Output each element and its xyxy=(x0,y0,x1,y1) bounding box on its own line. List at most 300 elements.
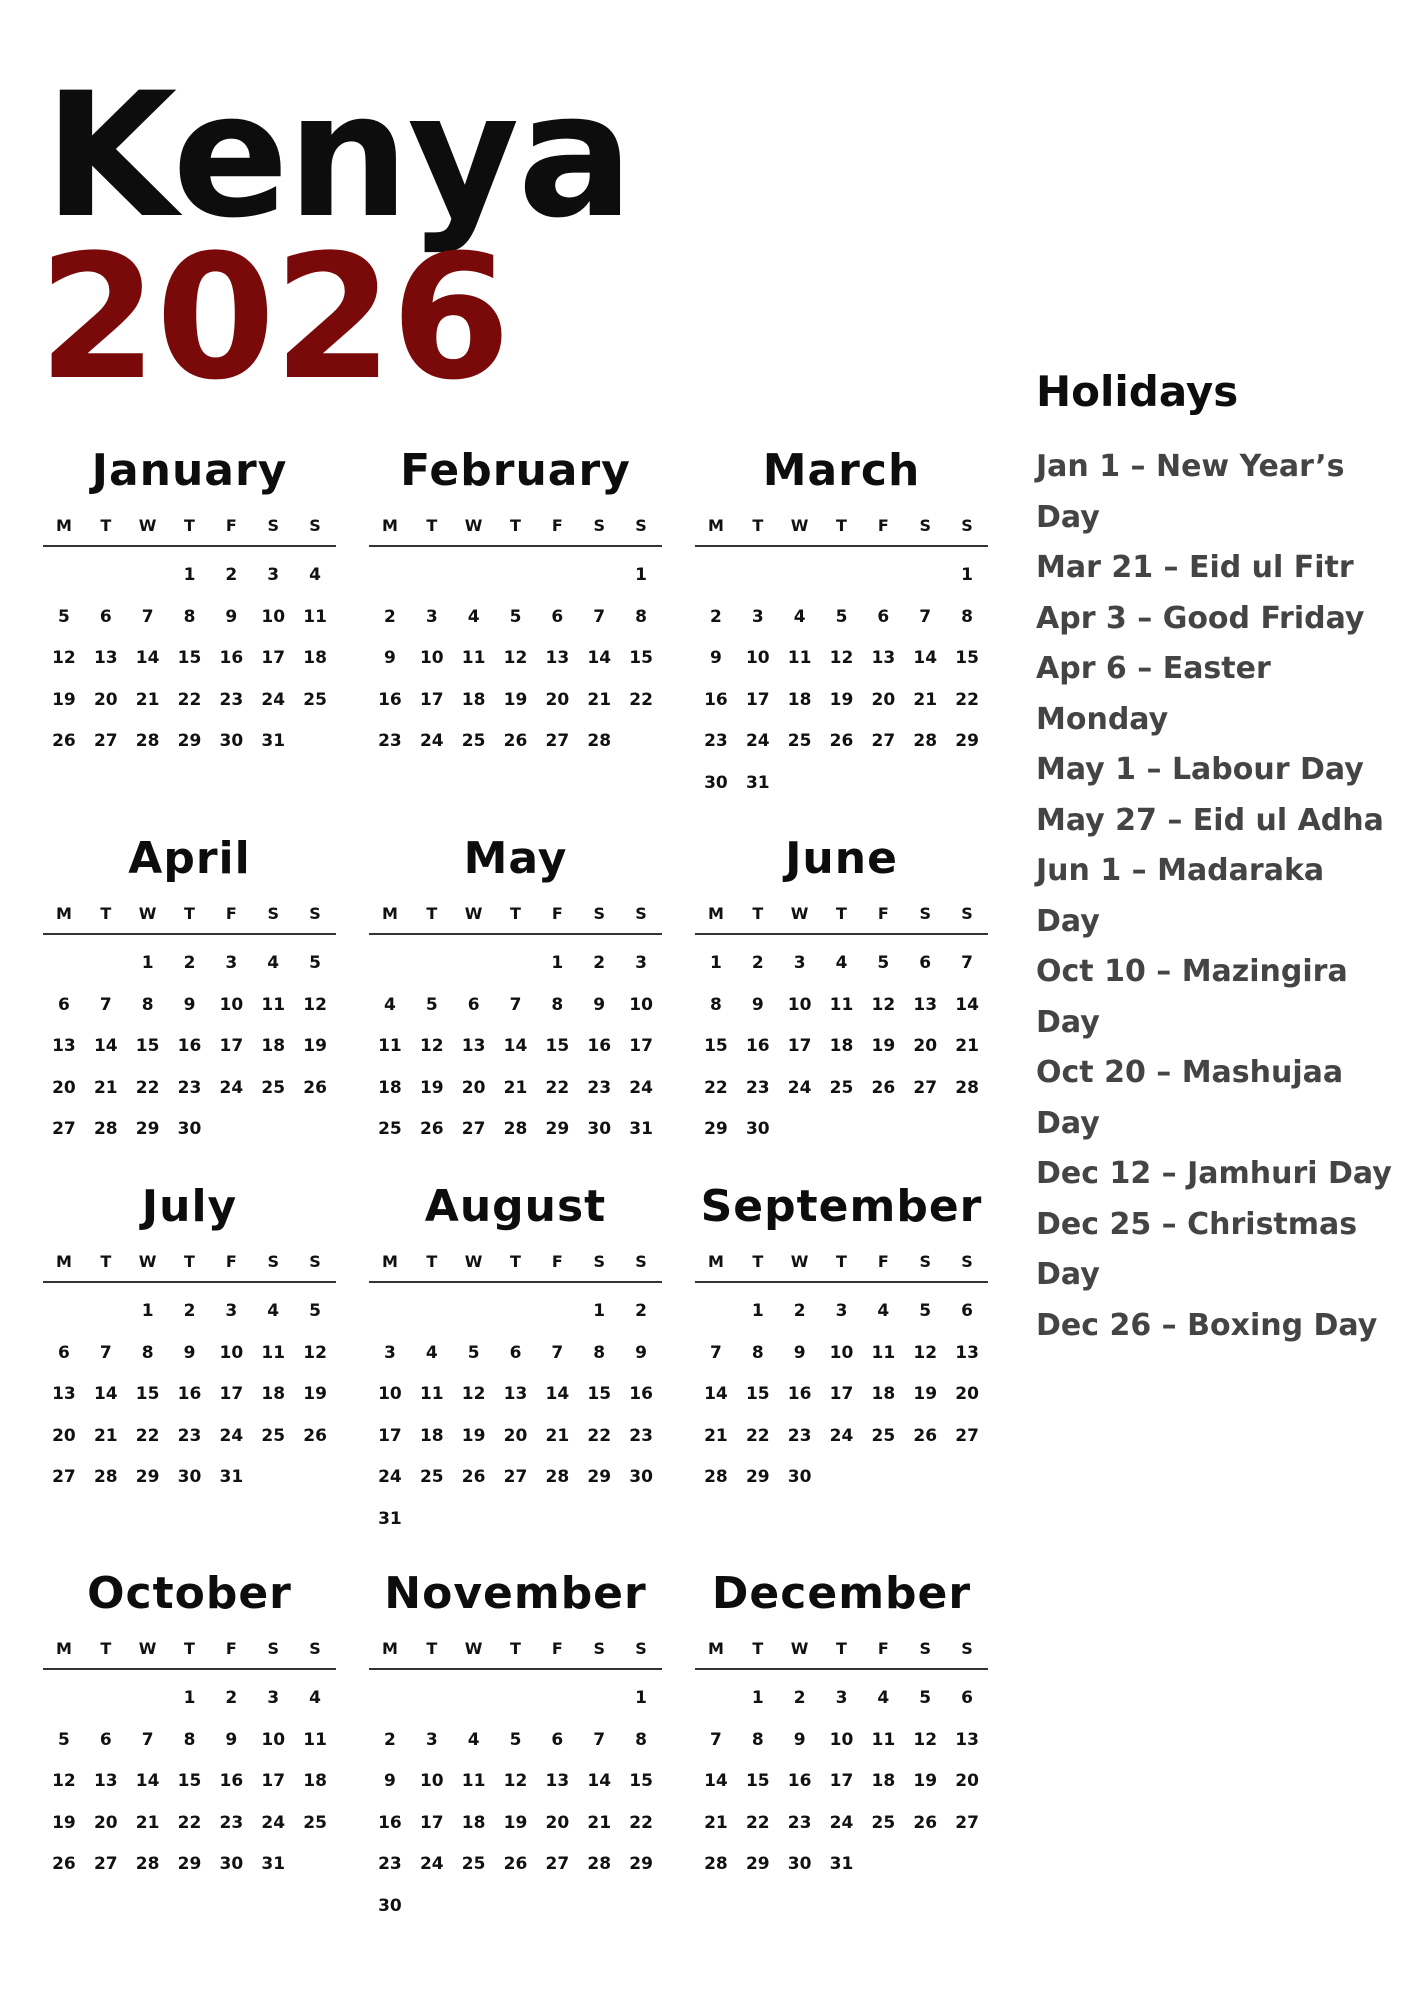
day-cell: 6 xyxy=(58,994,70,1015)
empty-cell xyxy=(85,1291,127,1333)
day-cell: 26 xyxy=(913,1812,938,1833)
weekday-label: M xyxy=(707,1639,724,1658)
weekday-label: W xyxy=(790,904,809,923)
day-cell: 11 xyxy=(419,1384,444,1404)
day-cell: 7 xyxy=(509,994,522,1015)
day-cell: 3 xyxy=(267,1688,280,1708)
day-grid xyxy=(369,555,662,763)
day-cell: 14 xyxy=(913,648,938,668)
day-cell: 28 xyxy=(545,1467,570,1487)
day-grid xyxy=(369,1678,662,1927)
day-cell: 6 xyxy=(99,606,112,627)
holiday-item: May 1 – Labour Day xyxy=(1036,752,1364,787)
weekday-label: F xyxy=(877,904,889,923)
day-cell: 30 xyxy=(219,731,244,751)
day-cell: 1 xyxy=(635,565,647,585)
weekday-label: F xyxy=(551,1252,563,1271)
weekday-label: W xyxy=(138,516,157,535)
empty-cell xyxy=(578,1678,620,1720)
weekday-label: T xyxy=(100,1252,112,1271)
day-cell: 1 xyxy=(961,565,973,585)
day-cell: 14 xyxy=(587,648,612,668)
weekday-label: T xyxy=(184,1639,195,1658)
day-cell: 11 xyxy=(871,1729,896,1750)
month-name: June xyxy=(785,833,898,884)
day-cell: 13 xyxy=(871,648,896,668)
day-cell: 7 xyxy=(141,606,154,627)
day-cell: 1 xyxy=(751,1301,764,1321)
day-cell: 12 xyxy=(52,1771,76,1791)
day-cell: 8 xyxy=(593,1342,606,1363)
day-cell: 27 xyxy=(52,1467,76,1487)
day-cell: 6 xyxy=(509,1342,522,1363)
day-cell: 4 xyxy=(267,1301,280,1321)
day-cell: 21 xyxy=(587,689,612,710)
day-cell: 1 xyxy=(751,1688,764,1708)
day-cell: 11 xyxy=(303,606,327,627)
weekday-header xyxy=(43,1252,336,1283)
holiday-item: Mar 21 – Eid ul Fitr xyxy=(1036,550,1354,585)
day-cell: 15 xyxy=(587,1384,612,1404)
day-cell: 9 xyxy=(793,1729,806,1750)
day-cell: 4 xyxy=(793,606,806,627)
day-cell: 29 xyxy=(745,1854,770,1874)
day-cell: 31 xyxy=(629,1119,653,1139)
day-cell: 25 xyxy=(419,1467,444,1487)
day-cell: 25 xyxy=(378,1119,402,1139)
day-cell: 16 xyxy=(629,1384,653,1404)
day-cell: 2 xyxy=(384,606,396,627)
day-cell: 30 xyxy=(587,1119,612,1139)
day-cell: 6 xyxy=(551,606,564,627)
day-cell: 20 xyxy=(461,1077,486,1098)
weekday-header xyxy=(695,1252,988,1283)
weekday-label: M xyxy=(55,904,72,923)
weekday-label: T xyxy=(836,1639,847,1658)
empty-cell xyxy=(695,555,737,597)
empty-cell xyxy=(536,555,578,597)
day-cell: 6 xyxy=(877,606,890,627)
weekday-label: F xyxy=(877,1252,889,1271)
day-cell: 13 xyxy=(93,648,118,668)
weekday-label: W xyxy=(138,1252,157,1271)
day-cell: 3 xyxy=(835,1688,848,1708)
weekday-label: F xyxy=(225,516,237,535)
day-cell: 13 xyxy=(913,994,938,1015)
weekday-label: S xyxy=(267,516,279,535)
day-cell: 17 xyxy=(261,1771,286,1791)
day-cell: 21 xyxy=(704,1425,728,1446)
day-cell: 26 xyxy=(503,731,528,751)
day-cell: 22 xyxy=(745,1812,770,1833)
day-cell: 8 xyxy=(751,1342,764,1363)
day-cell: 18 xyxy=(461,689,486,710)
day-cell: 19 xyxy=(52,1812,76,1833)
weekday-label: S xyxy=(267,904,279,923)
weekday-header xyxy=(369,516,662,547)
day-cell: 13 xyxy=(93,1771,118,1791)
day-cell: 8 xyxy=(183,1729,196,1750)
month-name: February xyxy=(400,445,631,496)
empty-cell xyxy=(369,555,411,597)
day-cell: 8 xyxy=(710,994,722,1015)
weekday-label: T xyxy=(426,1639,438,1658)
day-cell: 3 xyxy=(793,953,806,973)
weekday-label: W xyxy=(464,1252,483,1271)
day-cell: 3 xyxy=(384,1342,396,1363)
month-name: July xyxy=(141,1181,238,1232)
weekday-label: W xyxy=(790,1639,809,1658)
day-cell: 22 xyxy=(177,1812,202,1833)
weekday-label: F xyxy=(551,1639,563,1658)
day-cell: 21 xyxy=(955,1036,979,1056)
day-cell: 28 xyxy=(704,1854,728,1874)
day-cell: 27 xyxy=(955,1812,979,1833)
month-name: April xyxy=(128,833,251,884)
day-cell: 4 xyxy=(425,1342,438,1363)
empty-cell xyxy=(453,943,495,985)
day-cell: 31 xyxy=(261,731,286,751)
day-cell: 10 xyxy=(745,648,770,668)
day-cell: 3 xyxy=(835,1301,848,1321)
month-may xyxy=(369,828,662,1151)
day-cell: 23 xyxy=(378,731,402,751)
day-cell: 7 xyxy=(961,953,973,973)
day-grid xyxy=(695,943,988,1151)
day-cell: 26 xyxy=(303,1425,327,1446)
day-cell: 17 xyxy=(829,1771,854,1791)
day-cell: 28 xyxy=(587,1854,612,1874)
weekday-label: S xyxy=(309,904,321,923)
day-cell: 26 xyxy=(871,1077,896,1098)
weekday-label: S xyxy=(593,1639,605,1658)
day-cell: 6 xyxy=(961,1301,973,1321)
weekday-label: T xyxy=(510,1252,521,1271)
day-cell: 7 xyxy=(99,994,112,1015)
weekday-header xyxy=(43,904,336,935)
weekday-header xyxy=(369,1252,662,1283)
day-cell: 12 xyxy=(303,994,327,1015)
day-cell: 17 xyxy=(629,1036,653,1056)
holiday-item: May 27 – Eid ul Adha xyxy=(1036,802,1384,838)
day-cell: 16 xyxy=(177,1384,202,1404)
weekday-label: W xyxy=(790,516,809,535)
day-cell: 26 xyxy=(461,1467,486,1487)
empty-cell xyxy=(369,1291,411,1333)
day-cell: 7 xyxy=(919,606,932,627)
day-cell: 12 xyxy=(419,1036,444,1056)
day-cell: 24 xyxy=(419,731,444,751)
day-cell: 30 xyxy=(704,772,728,793)
day-cell: 4 xyxy=(384,994,396,1015)
day-cell: 25 xyxy=(871,1812,896,1833)
weekday-label: S xyxy=(919,516,931,535)
empty-cell xyxy=(43,1291,85,1333)
day-cell: 3 xyxy=(751,606,764,627)
empty-cell xyxy=(85,943,127,985)
day-cell: 25 xyxy=(871,1425,896,1446)
day-cell: 7 xyxy=(710,1729,722,1750)
day-cell: 1 xyxy=(183,1688,196,1708)
day-cell: 19 xyxy=(419,1077,444,1098)
day-cell: 9 xyxy=(384,1771,396,1791)
month-name: November xyxy=(384,1568,647,1619)
weekday-label: T xyxy=(836,904,847,923)
weekday-label: F xyxy=(551,516,563,535)
weekday-label: T xyxy=(752,1639,764,1658)
weekday-label: T xyxy=(100,516,112,535)
day-cell: 21 xyxy=(545,1425,570,1446)
day-cell: 29 xyxy=(135,1119,160,1139)
day-cell: 9 xyxy=(751,994,764,1015)
empty-cell xyxy=(43,555,85,597)
day-cell: 14 xyxy=(93,1384,118,1404)
month-name: September xyxy=(700,1181,983,1232)
empty-cell xyxy=(695,1678,737,1720)
day-cell: 6 xyxy=(467,994,480,1015)
day-cell: 26 xyxy=(829,731,854,751)
day-cell: 26 xyxy=(52,1854,76,1874)
weekday-label: T xyxy=(184,1252,195,1271)
day-cell: 23 xyxy=(629,1425,653,1446)
day-cell: 22 xyxy=(177,689,202,710)
day-cell: 21 xyxy=(704,1812,728,1833)
day-cell: 8 xyxy=(635,606,647,627)
day-cell: 30 xyxy=(219,1854,244,1874)
day-cell: 30 xyxy=(745,1119,770,1139)
day-cell: 28 xyxy=(503,1119,528,1139)
empty-cell xyxy=(411,1678,453,1720)
day-cell: 2 xyxy=(751,953,764,973)
day-cell: 27 xyxy=(503,1467,528,1487)
empty-cell xyxy=(43,943,85,985)
day-cell: 26 xyxy=(419,1119,444,1139)
day-cell: 3 xyxy=(225,953,238,973)
day-cell: 13 xyxy=(955,1342,979,1363)
day-cell: 7 xyxy=(141,1729,154,1750)
month-march xyxy=(695,440,988,804)
day-cell: 4 xyxy=(309,1688,321,1708)
weekday-label: F xyxy=(225,1639,237,1658)
day-cell: 17 xyxy=(419,689,444,710)
month-july xyxy=(43,1176,336,1499)
day-cell: 21 xyxy=(93,1425,118,1446)
day-cell: 19 xyxy=(913,1384,938,1404)
day-cell: 4 xyxy=(467,606,480,627)
day-cell: 9 xyxy=(635,1342,647,1363)
weekday-label: T xyxy=(510,516,521,535)
day-cell: 31 xyxy=(829,1854,854,1874)
day-cell: 25 xyxy=(461,731,486,751)
day-cell: 27 xyxy=(545,1854,570,1874)
day-cell: 21 xyxy=(587,1812,612,1833)
weekday-label: T xyxy=(836,516,847,535)
day-cell: 4 xyxy=(267,953,280,973)
empty-cell xyxy=(578,555,620,597)
day-cell: 25 xyxy=(261,1425,286,1446)
day-cell: 21 xyxy=(135,689,160,710)
day-cell: 1 xyxy=(551,953,564,973)
weekday-label: M xyxy=(707,516,724,535)
weekday-label: S xyxy=(309,1639,321,1658)
day-cell: 14 xyxy=(704,1384,728,1404)
weekday-label: S xyxy=(267,1252,279,1271)
day-cell: 6 xyxy=(99,1729,112,1750)
day-cell: 15 xyxy=(955,648,979,668)
day-cell: 3 xyxy=(635,953,647,973)
weekday-label: S xyxy=(267,1639,279,1658)
day-cell: 18 xyxy=(303,648,327,668)
day-cell: 30 xyxy=(787,1467,812,1487)
day-cell: 27 xyxy=(93,731,118,751)
month-april xyxy=(43,828,336,1151)
day-cell: 28 xyxy=(955,1077,979,1098)
day-cell: 17 xyxy=(219,1036,244,1056)
weekday-label: S xyxy=(635,904,647,923)
day-grid xyxy=(369,1291,662,1540)
day-cell: 1 xyxy=(710,953,722,973)
day-cell: 5 xyxy=(919,1688,932,1708)
day-cell: 23 xyxy=(219,689,244,710)
day-cell: 4 xyxy=(835,953,848,973)
day-cell: 24 xyxy=(419,1854,444,1874)
day-cell: 12 xyxy=(503,1771,528,1791)
weekday-label: T xyxy=(426,516,438,535)
empty-cell xyxy=(737,555,779,597)
holiday-item: Dec 25 – Christmas Day xyxy=(1036,1206,1358,1292)
day-cell: 31 xyxy=(378,1508,402,1529)
day-cell: 20 xyxy=(955,1771,979,1791)
day-cell: 23 xyxy=(704,731,728,751)
weekday-label: M xyxy=(707,1252,724,1271)
empty-cell xyxy=(821,555,863,597)
day-cell: 2 xyxy=(710,606,722,627)
day-cell: 23 xyxy=(787,1812,812,1833)
day-cell: 11 xyxy=(461,648,486,668)
day-cell: 25 xyxy=(261,1077,286,1098)
day-cell: 12 xyxy=(913,1729,938,1750)
day-cell: 1 xyxy=(141,953,154,973)
day-cell: 25 xyxy=(303,689,327,710)
day-cell: 16 xyxy=(177,1036,202,1056)
day-grid xyxy=(695,1678,988,1886)
weekday-label: T xyxy=(752,904,764,923)
weekday-header xyxy=(695,1639,988,1670)
day-cell: 13 xyxy=(545,1771,570,1791)
day-cell: 12 xyxy=(503,648,528,668)
day-cell: 15 xyxy=(135,1036,160,1056)
day-grid xyxy=(695,1291,988,1499)
day-cell: 28 xyxy=(93,1119,118,1139)
day-cell: 3 xyxy=(425,606,438,627)
day-cell: 11 xyxy=(829,994,854,1015)
day-cell: 4 xyxy=(309,565,321,585)
day-cell: 5 xyxy=(58,606,70,627)
weekday-label: W xyxy=(138,904,157,923)
day-cell: 2 xyxy=(384,1729,396,1750)
day-cell: 22 xyxy=(587,1425,612,1446)
holiday-item: Apr 6 – Easter Monday xyxy=(1036,651,1271,737)
day-cell: 10 xyxy=(378,1384,402,1404)
day-cell: 12 xyxy=(913,1342,938,1363)
weekday-label: W xyxy=(138,1639,157,1658)
weekday-label: T xyxy=(100,1639,112,1658)
weekday-label: T xyxy=(100,904,112,923)
day-cell: 20 xyxy=(955,1384,979,1404)
month-name: March xyxy=(762,445,921,496)
empty-cell xyxy=(536,1291,578,1333)
weekday-label: M xyxy=(381,516,398,535)
day-cell: 31 xyxy=(745,772,770,793)
day-cell: 18 xyxy=(261,1384,286,1404)
day-cell: 5 xyxy=(309,953,321,973)
day-cell: 16 xyxy=(787,1384,812,1404)
holidays-title: Holidays xyxy=(1036,367,1239,416)
day-cell: 14 xyxy=(587,1771,612,1791)
day-cell: 9 xyxy=(183,994,196,1015)
day-cell: 22 xyxy=(955,689,979,710)
day-cell: 19 xyxy=(503,689,528,710)
weekday-label: T xyxy=(752,1252,764,1271)
day-cell: 10 xyxy=(419,648,444,668)
day-cell: 27 xyxy=(955,1425,979,1446)
day-cell: 2 xyxy=(183,1301,196,1321)
day-cell: 16 xyxy=(745,1036,770,1056)
day-cell: 9 xyxy=(593,994,606,1015)
day-cell: 11 xyxy=(378,1036,402,1056)
day-cell: 2 xyxy=(635,1301,647,1321)
holiday-item: Apr 3 – Good Friday xyxy=(1036,600,1365,636)
day-cell: 21 xyxy=(503,1077,528,1098)
weekday-label: T xyxy=(426,1252,438,1271)
day-cell: 18 xyxy=(261,1036,286,1056)
day-cell: 26 xyxy=(913,1425,938,1446)
day-grid xyxy=(43,943,336,1151)
day-cell: 7 xyxy=(593,606,606,627)
weekday-header xyxy=(369,1639,662,1670)
day-cell: 21 xyxy=(135,1812,160,1833)
day-cell: 23 xyxy=(745,1077,770,1098)
day-cell: 16 xyxy=(704,689,728,710)
day-cell: 10 xyxy=(629,994,653,1015)
day-cell: 18 xyxy=(419,1425,444,1446)
day-cell: 18 xyxy=(871,1771,896,1791)
day-cell: 27 xyxy=(93,1854,118,1874)
day-cell: 18 xyxy=(378,1077,402,1098)
day-cell: 10 xyxy=(419,1771,444,1791)
day-cell: 5 xyxy=(835,606,848,627)
day-cell: 24 xyxy=(745,731,770,751)
day-cell: 16 xyxy=(219,1771,244,1791)
day-cell: 18 xyxy=(787,689,812,710)
weekday-label: F xyxy=(877,516,889,535)
day-cell: 23 xyxy=(177,1077,202,1098)
day-cell: 30 xyxy=(378,1895,402,1916)
day-grid xyxy=(369,943,662,1151)
day-cell: 15 xyxy=(629,1771,653,1791)
day-cell: 18 xyxy=(871,1384,896,1404)
day-cell: 13 xyxy=(545,648,570,668)
empty-cell xyxy=(127,555,169,597)
month-august xyxy=(369,1176,662,1540)
day-grid xyxy=(43,555,336,763)
day-cell: 5 xyxy=(425,994,438,1015)
day-cell: 10 xyxy=(829,1729,854,1750)
day-cell: 28 xyxy=(587,731,612,751)
day-cell: 22 xyxy=(135,1077,160,1098)
day-cell: 9 xyxy=(710,648,722,668)
weekday-label: M xyxy=(381,904,398,923)
